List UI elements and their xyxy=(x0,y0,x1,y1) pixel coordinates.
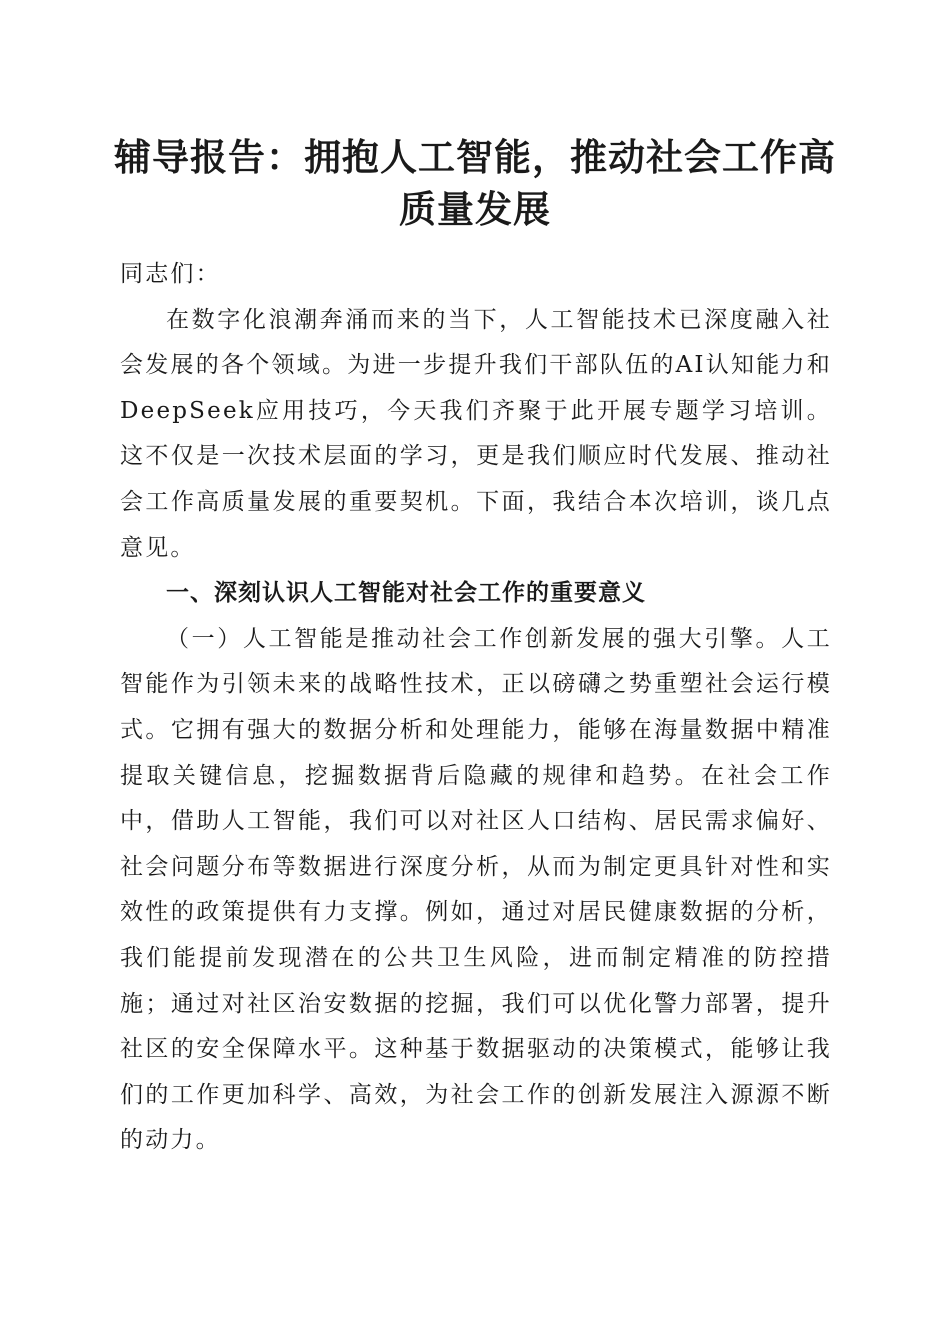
salutation: 同志们： xyxy=(120,261,221,287)
section-heading: 一、深刻认识人工智能对社会工作的重要意义 xyxy=(166,580,646,607)
intro-paragraph: 在数字化浪潮奔涌而来的当下，人工智能技术已深度融入社会发展的各个领域。为进一步提升我们干部队伍的AI认知能力和DeepSeek应用技巧，今天我们齐聚于此开展专题学习培训。这不仅是一次技术层面的学习，更是我们顺应时代发展、推动社会工作高质量发展的重要契机。下面，我结合本次培训，谈几点意见。 xyxy=(120,306,832,561)
document-body xyxy=(120,252,832,1164)
section-paragraph: （一）人工智能是推动社会工作创新发展的强大引擎。人工智能作为引领未来的战略性技术，正以磅礴之势重塑社会运行模式。它拥有强大的数据分析和处理能力，能够在海量数据中精准提取关键信息，挖掘数据背后隐藏的规律和趋势。在社会工作中，借助人工智能，我们可以对社区人口结构、居民需求偏好、社会问题分布等数据进行深度分析，从而为制定更具针对性和实效性的政策提供有力支撑。例如，通过对居民健康数据的分析，我们能提前发现潜在的公共卫生风险，进而制定精准的防控措施；通过对社区治安数据的挖掘，我们可以优化警力部署，提升社区的安全保障水平。这种基于数据驱动的决策模式，能够让我们的工作更加科学、高效，为社会工作的创新发展注入源源不断的动力。 xyxy=(120,625,832,1154)
document-title: 辅导报告：拥抱人工智能，推动社会工作高质量发展 xyxy=(114,136,836,231)
